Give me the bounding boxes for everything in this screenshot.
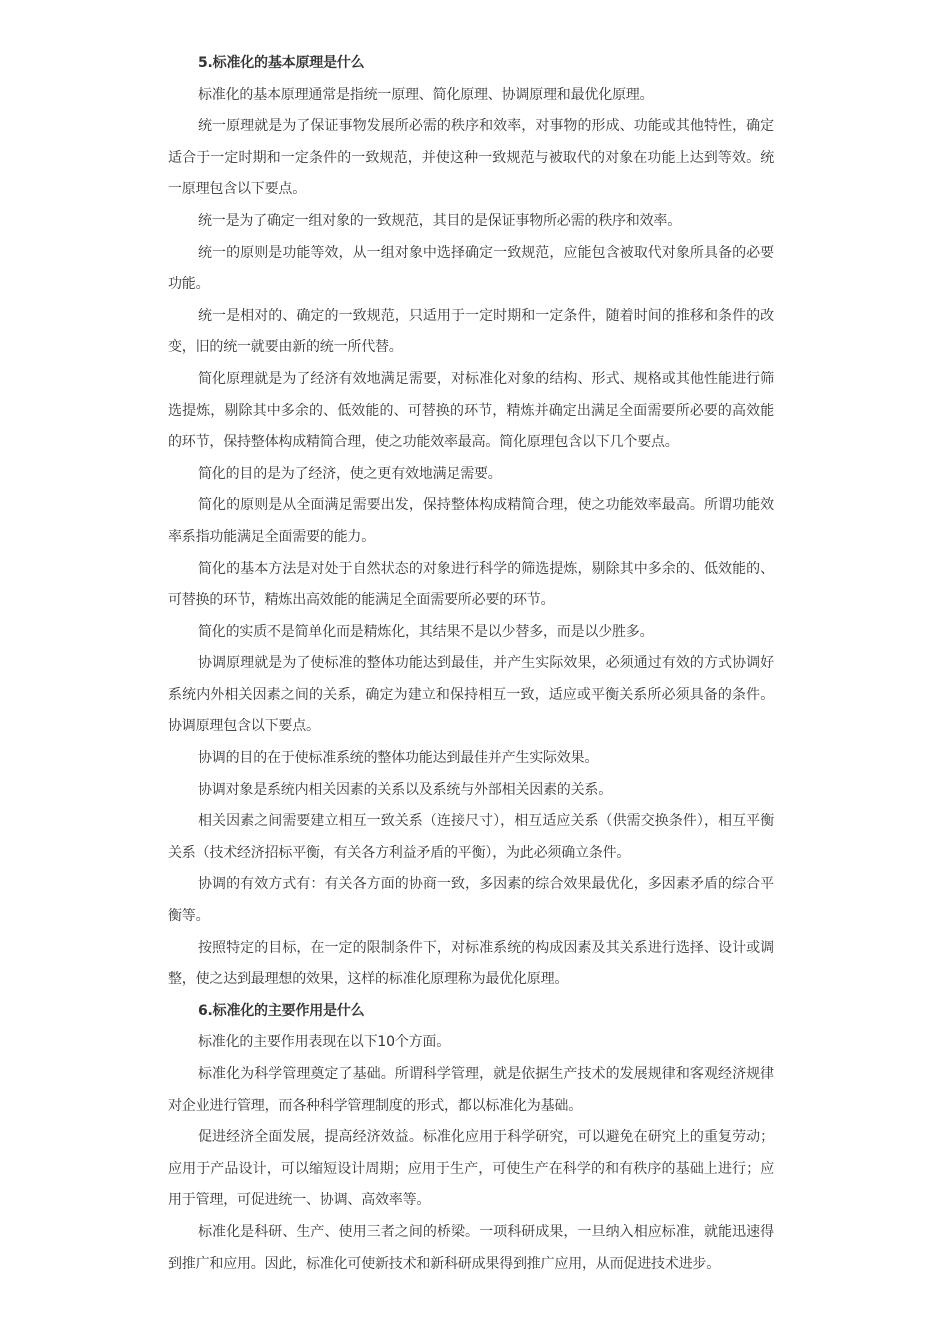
document-body [168, 48, 774, 1280]
paragraph: 统一的原则是功能等效，从一组对象中选择确定一致规范，应能包含被取代对象所具备的必要功能。 [168, 244, 774, 293]
paragraph: 统一原理就是为了保证事物发展所必需的秩序和效率，对事物的形成、功能或其他特性，确定适合于一定时期和一定条件的一致规范，并使这种一致规范与被取代的对象在功能上达到等效。统一原理包含以下要点。 [168, 118, 774, 198]
paragraph: 简化的实质不是简单化而是精炼化，其结果不是以少替多，而是以少胜多。 [198, 623, 654, 640]
paragraph: 标准化是科研、生产、使用三者之间的桥梁。一项科研成果，一旦纳入相应标准，就能迅速得到推广和应用。因此，标准化可使新技术和新科研成果得到推广应用，从而促进技术进步。 [168, 1223, 774, 1272]
paragraph: 协调的目的在于使标准系统的整体功能达到最佳并产生实际效果。 [198, 750, 599, 767]
section-6-heading: 6.标准化的主要作用是什么 [198, 1002, 365, 1019]
paragraph: 简化原理就是为了经济有效地满足需要，对标准化对象的结构、形式、规格或其他性能进行筛选提炼，剔除其中多余的、低效能的、可替换的环节，精炼并确定出满足全面需要所必要的高效能的环节，保持整体构成精简合理，使之功能效率最高。简化原理包含以下几个要点。 [168, 370, 774, 451]
paragraph: 协调的有效方式有：有关各方面的协商一致，多因素的综合效果最优化，多因素矛盾的综合平衡等。 [168, 876, 774, 925]
paragraph: 标准化的主要作用表现在以下10个方面。 [198, 1034, 451, 1051]
paragraph: 按照特定的目标，在一定的限制条件下，对标准系统的构成因素及其关系进行选择、设计或调整，使之达到最理想的效果，这样的标准化原理称为最优化原理。 [168, 939, 774, 988]
section-5-heading: 5.标准化的基本原理是什么 [198, 55, 365, 71]
paragraph: 简化的原则是从全面满足需要出发，保持整体构成精简合理，使之功能效率最高。所谓功能效率系指功能满足全面需要的能力。 [168, 497, 774, 545]
paragraph: 简化的基本方法是对处于自然状态的对象进行科学的筛选提炼，剔除其中多余的、低效能的、可替换的环节，精炼出高效能的能满足全面需要所必要的环节。 [168, 560, 774, 609]
paragraph: 简化的目的是为了经济，使之更有效地满足需要。 [198, 465, 502, 482]
paragraph: 协调对象是系统内相关因素的关系以及系统与外部相关因素的关系。 [198, 781, 612, 798]
paragraph: 标准化为科学管理奠定了基础。所谓科学管理，就是依据生产技术的发展规律和客观经济规律对企业进行管理，而各种科学管理制度的形式，都以标准化为基础。 [168, 1066, 774, 1114]
paragraph: 促进经济全面发展，提高经济效益。标准化应用于科学研究，可以避免在研究上的重复劳动；应用于产品设计，可以缩短设计周期；应用于生产，可使生产在科学的和有秩序的基础上进行；应用于管理，可促进统一、协调、高效率等。 [168, 1129, 774, 1209]
paragraph: 相关因素之间需要建立相互一致关系（连接尺寸），相互适应关系（供需交换条件），相互平衡关系（技术经济招标平衡，有关各方利益矛盾的平衡），为此必须确立条件。 [168, 813, 774, 861]
paragraph: 协调原理就是为了使标准的整体功能达到最佳，并产生实际效果，必须通过有效的方式协调好系统内外相关因素之间的关系，确定为建立和保持相互一致，适应或平衡关系所必须具备的条件。协调原理包含以下要点。 [168, 655, 774, 735]
paragraph: 标准化的基本原理通常是指统一原理、简化原理、协调原理和最优化原理。 [198, 86, 654, 103]
paragraph: 统一是为了确定一组对象的一致规范，其目的是保证事物所必需的秩序和效率。 [198, 212, 681, 229]
paragraph: 统一是相对的、确定的一致规范，只适用于一定时期和一定条件，随着时间的推移和条件的改变，旧的统一就要由新的统一所代替。 [168, 307, 774, 356]
